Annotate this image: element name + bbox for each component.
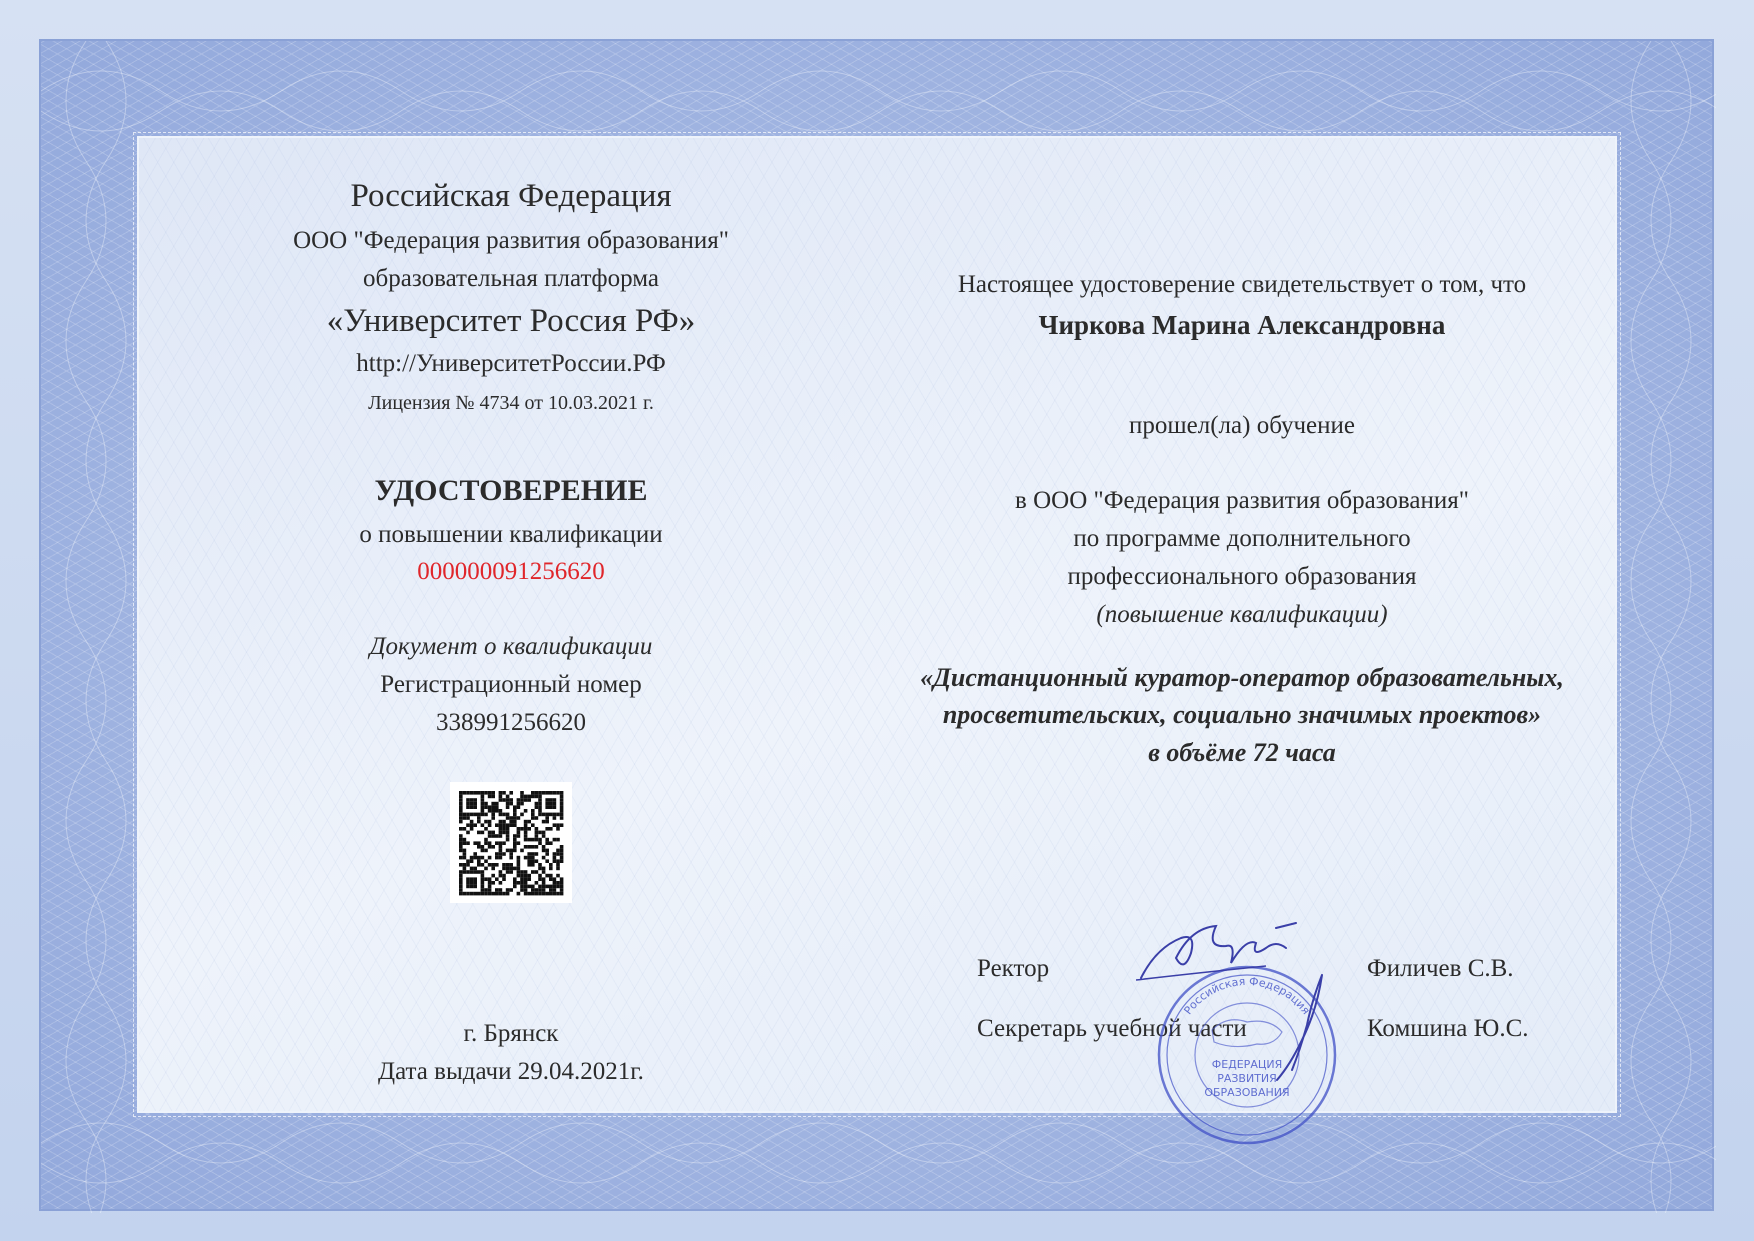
- program-type: (повышение квалификации): [1096, 601, 1388, 628]
- course-hours: в объёме 72 часа: [1148, 738, 1336, 767]
- training-organization: в ООО "Федерация развития образования": [1015, 487, 1469, 514]
- recipient-name: Чиркова Марина Александровна: [1038, 310, 1446, 340]
- stamp-top-text: Российская Федерация: [1181, 974, 1313, 1018]
- training-passed: прошел(ла) обучение: [1129, 412, 1355, 439]
- issue-city: г. Брянск: [463, 1020, 559, 1047]
- rector-name: Филичев С.В.: [1367, 955, 1514, 982]
- platform-label: образовательная платформа: [363, 265, 659, 292]
- secretary-signature: [1262, 970, 1342, 1090]
- registration-number: 338991256620: [436, 709, 586, 736]
- platform-name: «Университет Россия РФ»: [326, 303, 696, 339]
- secretary-name: Комшина Ю.С.: [1367, 1015, 1529, 1042]
- registration-label: Регистрационный номер: [380, 671, 642, 698]
- course-title-line-2: просветительских, социально значимых проектов»: [942, 700, 1542, 729]
- document-number: 000000091256620: [417, 558, 605, 585]
- program-line-1: по программе дополнительного: [1073, 525, 1411, 552]
- qr-code-graphic: [450, 782, 572, 903]
- svg-text:ФЕДЕРАЦИЯ: ФЕДЕРАЦИЯ: [1211, 1058, 1283, 1071]
- program-line-2: профессионального образования: [1067, 563, 1417, 590]
- secretary-label: Секретарь учебной части: [977, 1015, 1247, 1042]
- svg-text:ОБРАЗОВАНИЯ: ОБРАЗОВАНИЯ: [1204, 1086, 1290, 1099]
- country-heading: Российская Федерация: [350, 178, 672, 214]
- document-subtitle: о повышении квалификации: [359, 521, 663, 548]
- certificate-intro: Настоящее удостоверение свидетельствует о том, что: [957, 271, 1527, 298]
- qr-code: [450, 782, 572, 903]
- organization-name: ООО "Федерация развития образования": [293, 227, 729, 254]
- rector-label: Ректор: [977, 955, 1050, 982]
- license-line: Лицензия № 4734 от 10.03.2021 г.: [368, 392, 654, 414]
- issue-date: Дата выдачи 29.04.2021г.: [378, 1058, 644, 1085]
- course-title-line-1: «Дистанционный куратор-оператор образовательных,: [920, 663, 1564, 692]
- platform-url: http://УниверситетРоссии.РФ: [356, 350, 666, 377]
- document-title: УДОСТОВЕРЕНИЕ: [374, 474, 648, 507]
- qualification-document-label: Документ о квалификации: [369, 633, 653, 660]
- svg-text:РАЗВИТИЯ: РАЗВИТИЯ: [1217, 1072, 1277, 1085]
